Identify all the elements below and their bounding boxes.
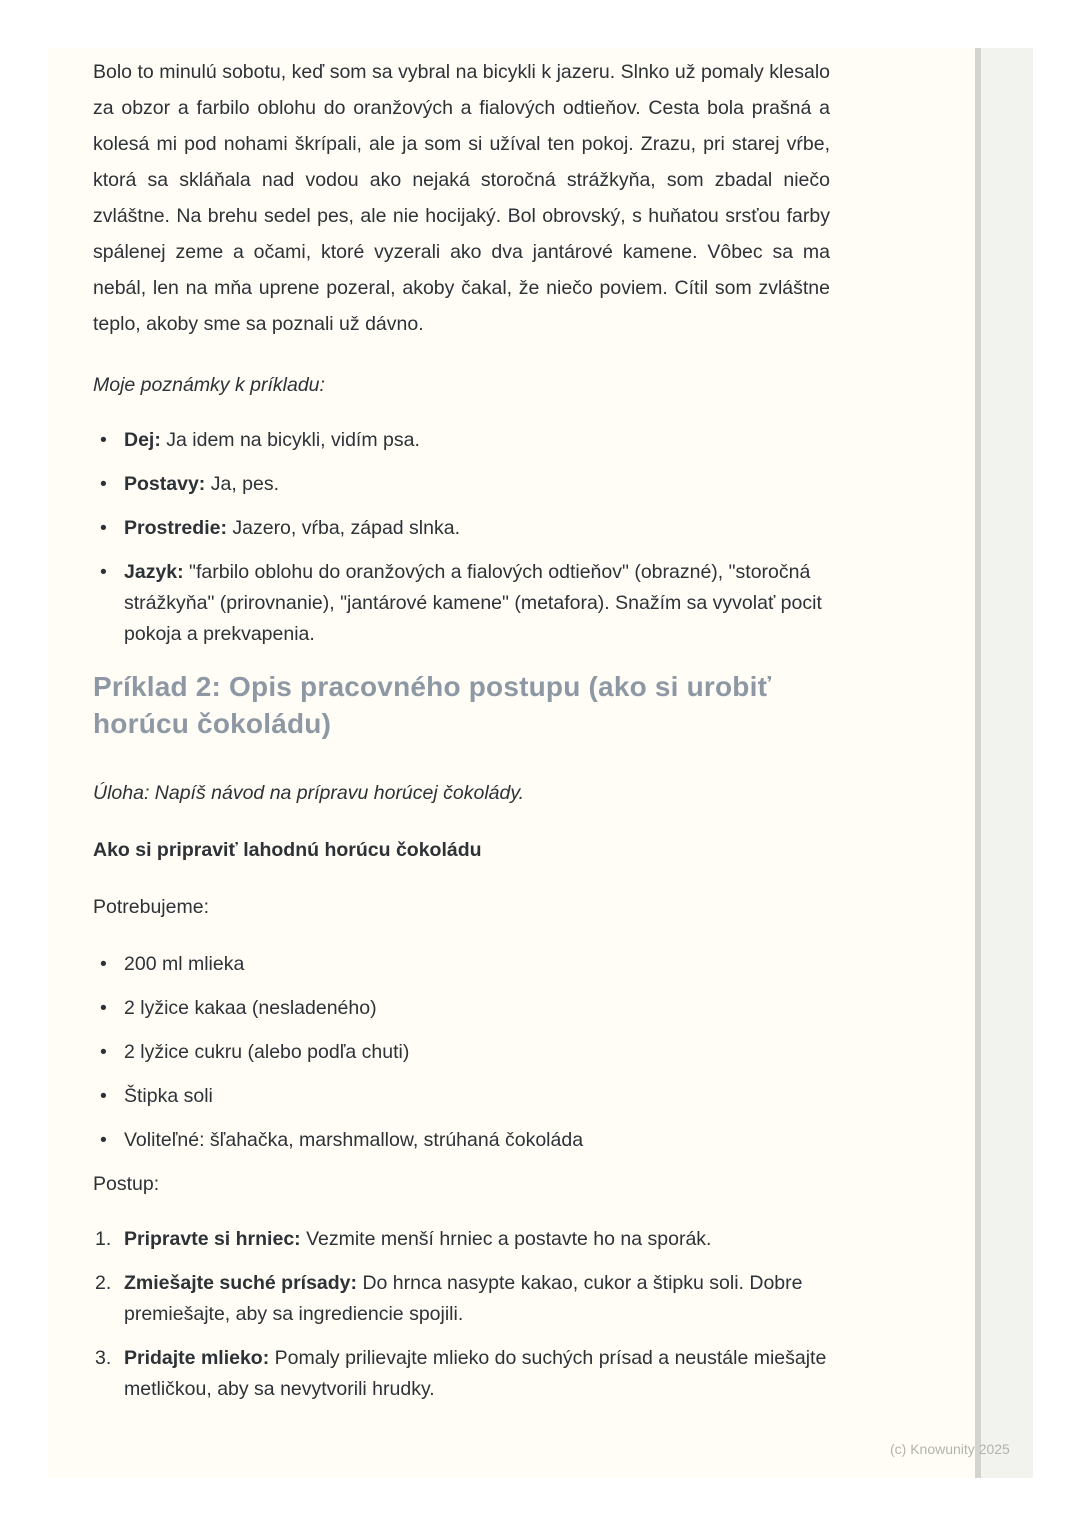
note-text: Jazero, vŕba, západ slnka. <box>232 517 460 539</box>
recipe-title: Ako si pripraviť lahodnú horúcu čokoládu <box>93 839 482 861</box>
list-item <box>93 1268 830 1330</box>
step-text: Pomaly prilievajte mlieko do suchých prísad a neustále miešajte metličkou, aby sa nevytvorili hrudky. <box>124 1347 827 1400</box>
note-text: "farbilo oblohu do oranžových a fialových odtieňov" (obrazné), "storočná strážkyňa" (prirovnanie), "jantárové kamene" (metafora). Snažím sa vyvolať pocit pokoja a prekvapenia. <box>124 561 822 645</box>
list-item: • Voliteľné: šľahačka, marshmallow, strúhaná čokoláda <box>93 1125 830 1156</box>
steps-label: Postup: <box>93 1173 160 1195</box>
note-label: Prostredie: <box>124 517 227 539</box>
note-label: Jazyk: <box>124 561 184 583</box>
step-text: Vezmite menší hrniec a postavte ho na sporák. <box>306 1228 712 1250</box>
notes-heading: Moje poznámky k príkladu: <box>93 374 325 396</box>
list-item: • Štipka soli <box>93 1081 830 1112</box>
section-heading: Príklad 2: Opis pracovného postupu (ako si urobiť horúcu čokoládu) <box>93 671 772 739</box>
list-item: • 2 lyžice kakaa (nesladeného) <box>93 993 830 1024</box>
note-text: Ja idem na bicykli, vidím psa. <box>166 429 420 451</box>
step-text: Do hrnca nasypte kakao, cukor a štipku soli. Dobre premiešajte, aby sa ingrediencie spojili. <box>124 1272 803 1325</box>
copyright-watermark: (c) Knowunity 2025 <box>890 1441 1010 1457</box>
note-label: Dej: <box>124 429 161 451</box>
list-item <box>93 425 830 456</box>
list-item <box>93 469 830 500</box>
story-paragraph: Bolo to minulú sobotu, keď som sa vybral na bicykli k jazeru. Slnko už pomaly klesalo za obzor a farbilo oblohu do oranžových a fialových odtieňov. Cesta bola prašná a kolesá mi pod nohami škrípali, ale ja som si užíval ten pokoj. Zrazu, pri starej vŕbe, ktorá sa skláňala nad vodou ako nejaká storočná strážkyňa, som zbadal niečo zvláštne. Na brehu sedel pes, ale nie hocijaký. Bol obrovský, s huňatou srsťou farby spálenej zeme a očami, ktoré vyzerali ako dva jantárové kamene. Vôbec sa ma nebál, len na mňa uprene pozeral, akoby čakal, že niečo poviem. Cítil som zvláštne teplo, akoby sme sa poznali už dávno. <box>93 61 830 335</box>
list-item: • 2 lyžice cukru (alebo podľa chuti) <box>93 1037 830 1068</box>
step-label: Zmiešajte suché prísady: <box>124 1272 358 1294</box>
note-text: Ja, pes. <box>210 473 280 495</box>
list-item <box>93 557 830 650</box>
ingredients-list <box>93 949 830 1156</box>
notes-list <box>93 425 830 650</box>
task-line: Úloha: Napíš návod na prípravu horúcej čokolády. <box>93 782 525 804</box>
steps-list <box>93 1224 830 1405</box>
step-label: Pridajte mlieko: <box>124 1347 270 1369</box>
list-item <box>93 1343 830 1405</box>
list-item <box>93 1224 830 1255</box>
document-page <box>48 48 975 1478</box>
step-label: Pripravte si hrniec: <box>124 1228 301 1250</box>
note-label: Postavy: <box>124 473 206 495</box>
list-item: • 200 ml mlieka <box>93 949 830 980</box>
list-item <box>93 513 830 544</box>
page-edge-background <box>981 48 1033 1478</box>
ingredients-label: Potrebujeme: <box>93 896 209 918</box>
